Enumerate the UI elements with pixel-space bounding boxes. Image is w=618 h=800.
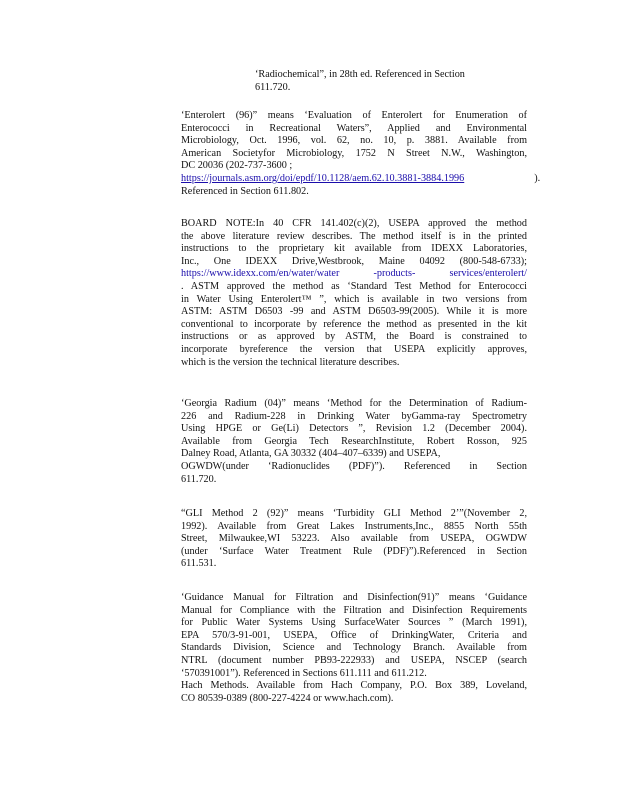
text-line: EPA 570/3-91-001, USEPA, Office of DrinkingWater, Criteria and xyxy=(181,629,527,641)
text-line: Referenced in Section 611.802. xyxy=(181,185,309,197)
link-suffix: ). xyxy=(534,172,541,184)
paragraph-gli-method xyxy=(181,508,527,571)
text-line: Standards Division, Science and Technology Branch. Available from xyxy=(181,642,527,654)
text-line: instructions to the proprietary kit available from IDEXX Laboratories, xyxy=(181,243,527,255)
paragraph-georgia-radium xyxy=(181,398,527,486)
text-line: ‘Enterolert (96)” means ‘Evaluation of Enterolert for Enumeration of xyxy=(181,110,527,121)
text-line: ‘Georgia Radium (04)” means ‘Method for the Determination of Radium- xyxy=(181,398,527,409)
text-line: “GLI Method 2 (92)” means ‘Turbidity GLI Method 2’”(November 2, xyxy=(181,508,527,519)
text-line: Using HPGE or Ge(Li) Detectors ”, Revision 1.2 (December 2004). xyxy=(181,423,527,435)
text-line: . ASTM approved the method as ‘Standard Test Method for Enterococci xyxy=(181,280,527,292)
text-line: Dalney Road, Atlanta, GA 30332 (404–407–6339) and USEPA, xyxy=(181,448,441,460)
text-line: Microbiology, Oct. 1996, vol. 62, no. 10, p. 3881. Available from xyxy=(181,135,527,147)
text-line: NTRL (document number PB93-222933) and USEPA, NSCEP (search xyxy=(181,654,527,666)
text-line: BOARD NOTE:In 40 CFR 141.402(c)(2), USEPA approved the method xyxy=(181,218,527,229)
text-line: CO 80539-0389 (800-227-4224 or www.hach.com). xyxy=(181,692,394,704)
text-line: ‘Radiochemical”, in 28th ed. Referenced in Section xyxy=(255,69,465,80)
journal-link[interactable]: https://journals.asm.org/doi/epdf/10.1128/aem.62.10.3881-3884.1996 xyxy=(181,172,465,184)
text-line: incorporate byreference the version that USEPA explicitly approves, xyxy=(181,343,527,355)
text-line: OGWDW(under ‘Radionuclides (PDF)”). Referenced in Section xyxy=(181,460,527,472)
text-line: for Public Water Systems Using SurfaceWater Sources ” (March 1991), xyxy=(181,617,527,629)
text-line: Available from Georgia Tech ResearchInstitute, Robert Rosson, 925 xyxy=(181,435,527,447)
text-line: Inc., One IDEXX Drive,Westbrook, Maine 04092 (800-548-6733); xyxy=(181,255,527,267)
idexx-link[interactable]: https://www.idexx.com/en/water/water -products- services/enterolert/ xyxy=(181,268,527,280)
text-line: which is the version the technical literature describes. xyxy=(181,356,400,368)
paragraph-board-note xyxy=(181,218,527,369)
text-line: DC 20036 (202-737-3600 ; xyxy=(181,160,293,172)
paragraph-radiochemical xyxy=(181,69,527,94)
text-line: Enterococci in Recreational Waters”, Applied and Environmental xyxy=(181,122,527,134)
paragraph-guidance-manual xyxy=(181,592,527,705)
paragraph-enterolert xyxy=(181,110,541,198)
text-line: Manual for Compliance with the Filtration and Disinfection Requirements xyxy=(181,604,527,616)
text-line: 611.720. xyxy=(255,81,291,93)
text-line: ‘570391001”). Referenced in Sections 611.111 and 611.212. xyxy=(181,667,427,679)
text-line: in Water Using Enterolert™ ”, which is available in two versions from xyxy=(181,293,527,305)
link-line xyxy=(181,172,541,186)
text-line: the above literature review describes. The method itself is in the printed xyxy=(181,230,527,242)
text-line: Hach Methods. Available from Hach Company, P.O. Box 389, Loveland, xyxy=(181,680,527,692)
text-line: ASTM: ASTM D6503 -99 and ASTM D6503-99(2005). While it is more xyxy=(181,306,527,318)
text-line: Street, Milwaukee,WI 53223. Also available from USEPA, OGWDW xyxy=(181,533,527,545)
text-line: (under ‘Surface Water Treatment Rule (PDF)”).Referenced in Section xyxy=(181,545,527,557)
text-line: conventional to incorporate by reference the method as presented in the kit xyxy=(181,318,527,330)
text-line: 611.531. xyxy=(181,558,217,570)
text-line: instructions or as approved by ASTM, the Board is constrained to xyxy=(181,331,527,343)
text-line: ‘Guidance Manual for Filtration and Disinfection(91)” means ‘Guidance xyxy=(181,592,527,603)
text-line: 1992). Available from Great Lakes Instruments,Inc., 8855 North 55th xyxy=(181,520,527,532)
text-line: American Societyfor Microbiology, 1752 N Street N.W., Washington, xyxy=(181,147,527,159)
text-line: 611.720. xyxy=(181,473,217,485)
text-line: 226 and Radium-228 in Drinking Water byGamma-ray Spectrometry xyxy=(181,410,527,422)
